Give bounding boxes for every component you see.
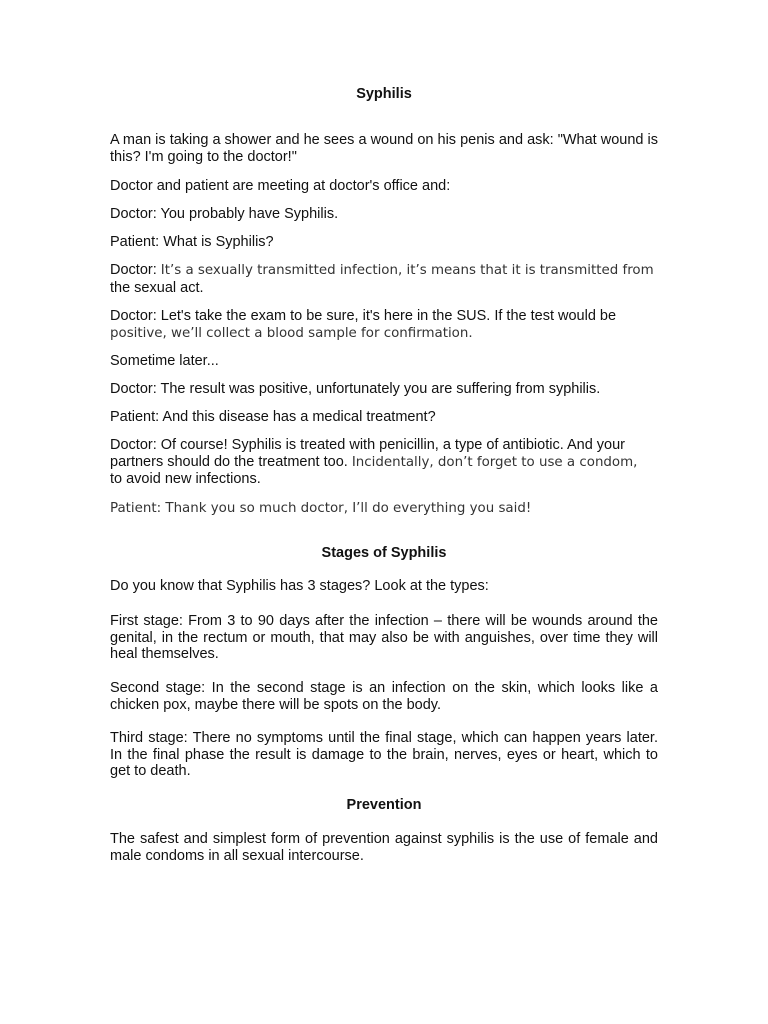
prevention-heading: Prevention xyxy=(346,797,422,813)
dialogue-line-7: Sometime later... xyxy=(110,353,219,369)
dialogue-line-8: Doctor: The result was positive, unfortunately you are suffering from syphilis. xyxy=(110,381,601,397)
dialogue-text-end: the sexual act. xyxy=(110,279,204,296)
dialogue-line-9: Patient: And this disease has a medical treatment? xyxy=(110,409,436,425)
dialogue-text: Doctor: Let's take the exam to be sure, it's here in the SUS. If the test would be xyxy=(110,308,617,324)
dialogue-line-11: Patient: Thank you so much doctor, I’ll do everything you said! xyxy=(110,501,532,516)
dialogue-text-alt: It’s a sexually transmitted infection, it’s means that it is transmitted from xyxy=(160,263,654,278)
stage-first: First stage: From 3 to 90 days after the infection – there will be wounds around the genital, in the rectum or mouth, that may also be with anguishes, over time they will heal themselves. xyxy=(110,613,658,662)
dialogue-text-alt: positive, we’ll collect a blood sample for confirmation. xyxy=(110,325,473,341)
stage-third: Third stage: There no symptoms until the final stage, which can happen years later. In the final phase the result is damage to the brain, nerves, eyes or heart, which to get to death. xyxy=(110,730,658,779)
stages-intro: Do you know that Syphilis has 3 stages? Look at the types: xyxy=(110,578,489,594)
stages-heading: Stages of Syphilis xyxy=(321,545,447,561)
dialogue-line-3: Doctor: You probably have Syphilis. xyxy=(110,206,339,222)
stage-second: Second stage: In the second stage is an infection on the skin, which looks like a chicken pox, maybe there will be spots on the body. xyxy=(110,680,658,713)
prevention-text: The safest and simplest form of prevention against syphilis is the use of female and male condoms in all sexual intercourse. xyxy=(110,831,658,864)
dialogue-line-1: A man is taking a shower and he sees a wound on his penis and ask: "What wound is this? I'm going to the doctor!" xyxy=(110,132,658,165)
dialogue-text: Doctor: Of course! Syphilis is treated with penicillin, a type of antibiotic. And your xyxy=(110,437,625,453)
dialogue-text: partners should do the treatment too. xyxy=(110,453,352,470)
document-title: Syphilis xyxy=(356,86,412,102)
dialogue-line-10 xyxy=(110,437,658,488)
dialogue-line-2: Doctor and patient are meeting at doctor's office and: xyxy=(110,178,451,194)
dialogue-text-end: to avoid new infections. xyxy=(110,471,261,487)
dialogue-speaker: Doctor: xyxy=(110,262,161,278)
dialogue-text-alt: Incidentally, don’t forget to use a condom, xyxy=(351,454,638,470)
dialogue-line-6 xyxy=(110,308,658,342)
dialogue-line-4: Patient: What is Syphilis? xyxy=(110,234,274,250)
dialogue-line-5 xyxy=(110,262,658,296)
